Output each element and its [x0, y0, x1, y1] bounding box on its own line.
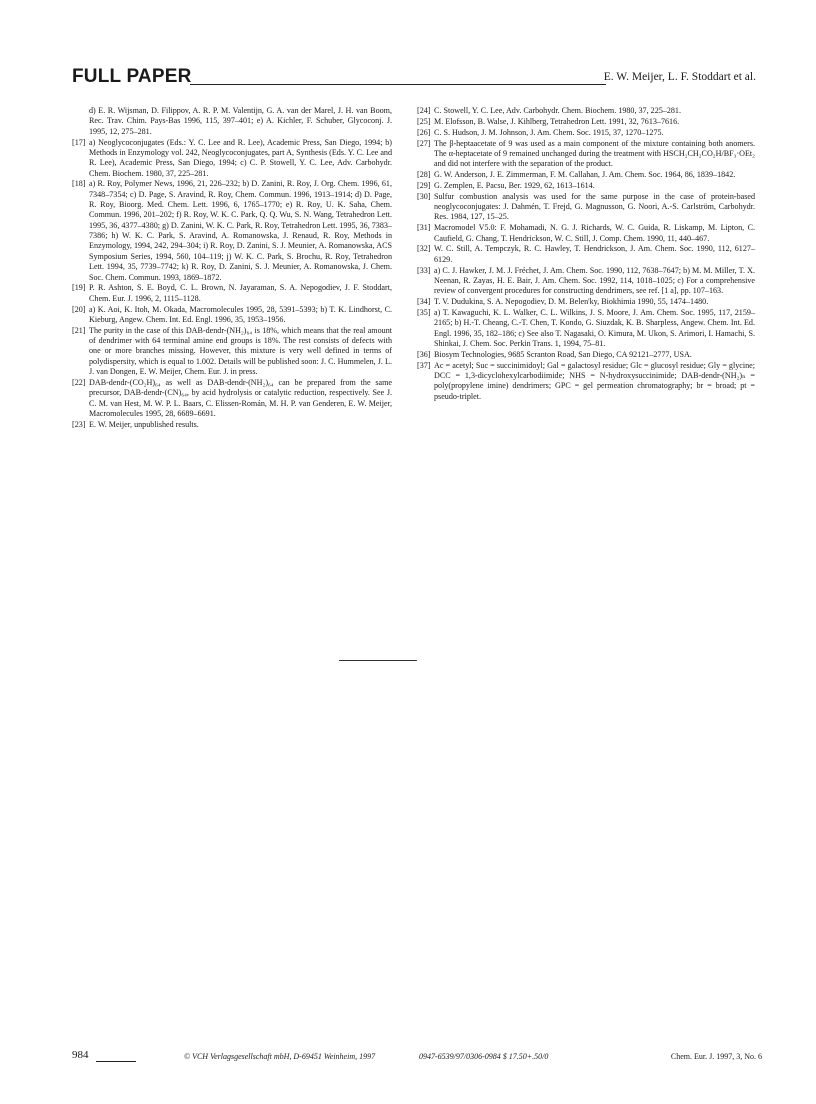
footer-rule [96, 1061, 136, 1062]
page-footer [72, 1051, 762, 1065]
reference-number: [22] [72, 377, 86, 387]
reference-number: [29] [417, 180, 431, 190]
reference-text: a) Neoglycoconjugates (Eds.: Y. C. Lee and R. Lee), Academic Press, San Diego, 1994; b) Methods in Enzymology vol. 242, Neoglycoconjugates, part A, Synthesis (Eds. Y. C. Lee and R. Lee), Academic Press, San Diego, 1994; c) C. P. Stowell, Y. C. Lee, Adv. Carbohydr. Chem. Biochem. 1980, 37, 225–281. [89, 137, 392, 178]
reference-item [72, 420, 392, 430]
publisher-line: © VCH Verlagsgesellschaft mbH, D-69451 Weinheim, 1997 [184, 1052, 376, 1061]
reference-item [417, 106, 755, 116]
reference-number: [34] [417, 297, 431, 307]
reference-number: [36] [417, 349, 431, 359]
reference-item [417, 350, 755, 360]
reference-number: [32] [417, 244, 431, 254]
reference-number: [24] [417, 106, 431, 115]
end-of-article-rule [339, 660, 417, 661]
reference-number: [19] [72, 283, 86, 293]
reference-text: G. Zemplen, E. Pacsu, Ber. 1929, 62, 1613–1614. [434, 180, 595, 190]
reference-item [417, 181, 755, 191]
reference-item [72, 326, 392, 378]
reference-text: G. W. Anderson, J. E. Zimmerman, F. M. Callahan, J. Am. Chem. Soc. 1964, 86, 1839–1842. [434, 170, 736, 180]
reference-text: a) T. Kawaguchi, K. L. Walker, C. L. Wilkins, J. S. Moore, J. Am. Chem. Soc. 1995, 117, 2159–2165; b) H.-T. Cheang, C.-T. Chen, T. Kondo, G. Siuzdak, K. B. Sharpless, Angew. Chem. Int. Ed. Engl. 1996, 35, 182–186; c) See also T. Nagasaki, O. Kimura, M. Ukon, S. Arimori, I. Hamachi, S. Shinkai, J. Chem. Soc. Perkin Trans. 1, 1994, 75–81. [434, 308, 755, 349]
article-code: 0947-6539/97/0306-0984 $ 17.50+.50/0 [419, 1052, 549, 1061]
reference-text: d) E. R. Wijsman, D. Filippov, A. R. P. M. Valentijn, G. A. van der Marel, J. H. van Boom, Rec. Trav. Chim. Pays-Bas 1996, 115, 397–401; e) A. Kichler, F. Schuber, Glycoconj. J. 1995, 12, 275–281. [89, 106, 392, 136]
header-rule [190, 84, 606, 85]
reference-item [417, 117, 755, 127]
reference-item [417, 170, 755, 180]
reference-number: [25] [417, 116, 431, 126]
reference-text: The β-heptaacetate of 9 was used as a main component of the mixture containing both anomers. The α-heptacetate of 9 remained unchanged during the treatment with HSCH₂CH₂CO₂H/BF₃·OEt₂ and did not interfere with the separation of the product. [434, 138, 755, 169]
reference-item [72, 106, 392, 137]
reference-number: [33] [417, 265, 431, 275]
reference-item [417, 192, 755, 223]
reference-item [417, 308, 755, 349]
reference-text: T. V. Dudukina, S. A. Nepogodiev, D. M. Belen'ky, Biokhimia 1990, 55, 1474–1480. [434, 297, 709, 307]
reference-number: [30] [417, 191, 431, 201]
references-right-column [417, 106, 755, 403]
reference-item [417, 128, 755, 138]
page-number: 984 [72, 1049, 89, 1061]
reference-text: a) K. Aoi, K. Itoh, M. Okada, Macromolecules 1995, 28, 5391–5393; b) T. K. Lindhorst, C. Kieburg, Angew. Chem. Int. Ed. Engl. 1996, 35, 1953–1956. [89, 304, 392, 324]
reference-number: [28] [417, 170, 431, 180]
reference-number: [17] [72, 137, 86, 147]
running-head-authors: E. W. Meijer, L. F. Stoddart et al. [603, 71, 756, 83]
reference-text: a) R. Roy, Polymer News, 1996, 21, 226–232; b) D. Zanini, R. Roy, J. Org. Chem. 1996, 61, 7348–7354; c) D. Page, S. Aravind, R. Roy, Chem. Commun. 1996, 1913–1914; d) D. Page, R. Roy, Bioorg. Med. Chem. Lett. 1996, 6, 1765–1770; e) R. Roy, U. K. Saha, Chem. Commun. 1996, 201–202; f) R. Roy, W. K. C. Park, Q. Q. Wu, S. N. Wang, Tetrahedron Lett. 1995, 36, 4377–4380; g) D. Zanini, W. K. C. Park, R. Roy, Tetrahedron Lett. 1995, 36, 7383–7386; h) W. K. C. Park, S. Aravind, A. Romanowska, J. Renaud, R. Roy, Methods in Enzymology, 1994, 242, 294–304; i) R. Roy, D. Zanini, S. J. Meunier, A. Romanowska, ACS Symposium Series, 1994, 560, 104–119; j) W. K. C. Park, S. Brochu, R. Roy, Tetrahedron Lett. 1994, 35, 7739–7742; k) R. Roy, D. Zanini, S. J. Meunier, A. Romanowska, J. Chem. Soc. Chem. Commun. 1993, 1869–1872. [89, 179, 392, 282]
journal-citation: Chem. Eur. J. 1997, 3, No. 6 [670, 1052, 762, 1061]
reference-text: Sulfur combustion analysis was used for the same purpose in the case of protein-based neoglycoconjugates: J. Dahmén, T. Frejd, G. Magnusson, G. Noori, A.-S. Carlström, Carbohydr. Res. 1984, 127, 15–25. [434, 191, 755, 222]
page-header [72, 66, 756, 88]
reference-item [417, 361, 755, 402]
reference-text: DAB-dendr-(CO₂H)₆₄ as well as DAB-dendr-(NH₂)₆₄ can be prepared from the same precursor, DAB-dendr-(CN)₆₄, by acid hydrolysis or catalytic reduction, respectively. See J. C. M. van Hest, M. W. P. L. Baars, C. Elissen-Román, M. H. P. van Genderen, E. W. Meijer, Macromolecules 1995, 28, 6689–6691. [89, 377, 392, 418]
reference-text: Macromodel V5.0: F. Mohamadi, N. G. J. Richards, W. C. Guida, R. Liskamp, M. Lipton, C. Caufield, G. Chang, T. Hendrickson, W. C. Still, J. Comp. Chem. 1990, 11, 440–467. [434, 223, 755, 243]
reference-text: W. C. Still, A. Tempczyk, R. C. Hawley, T. Hendrickson, J. Am. Chem. Soc. 1990, 112, 6127–6129. [434, 244, 755, 264]
reference-item [72, 305, 392, 326]
reference-text: M. Elofsson, B. Walse, J. Kihlberg, Tetrahedron Lett. 1991, 32, 7613–7616. [434, 116, 680, 126]
reference-text: E. W. Meijer, unpublished results. [89, 419, 199, 429]
reference-item [417, 139, 755, 170]
reference-text: C. Stowell, Y. C. Lee, Adv. Carbohydr. Chem. Biochem. 1980, 37, 225–281. [434, 106, 681, 115]
reference-number: [31] [417, 223, 431, 233]
reference-text: Ac = acetyl; Suc = succinimidoyl; Gal = galactosyl residue; Glc = glucosyl residue; Gly = glycine; DCC = 1,3-dicyclohexylcarbodiimide; NHS = N-hydroxysuccinimide; DAB-dendr-(NH₂)ₙ = poly(propylene imine) dendrimers; GPC = gel permeation chromatography; br = broad; pt = pseudo-triplet. [434, 360, 755, 401]
reference-number: [20] [72, 304, 86, 314]
reference-text: C. S. Hudson, J. M. Johnson, J. Am. Chem. Soc. 1915, 37, 1270–1275. [434, 127, 664, 137]
reference-text: P. R. Ashton, S. E. Boyd, C. L. Brown, N. Jayaraman, S. A. Nepogodiev, J. F. Stoddart, Chem. Eur. J. 1996, 2, 1115–1128. [89, 283, 392, 303]
references-left-column [72, 106, 392, 431]
reference-item [417, 266, 755, 297]
reference-item [72, 378, 392, 419]
reference-number: [23] [72, 419, 86, 429]
reference-text: Biosym Technologies, 9685 Scranton Road, San Diego, CA 92121–2777, USA. [434, 349, 692, 359]
reference-item [72, 179, 392, 282]
reference-item [417, 223, 755, 244]
section-label: FULL PAPER [72, 66, 192, 87]
reference-text: The purity in the case of this DAB-dendr-(NH₂)₆₄ is 18%, which means that the real amount of dendrimer with 64 terminal amine end groups is 18%. The rest consists of defects with one or more branches missing. However, this mixture is very well defined in terms of polydispersity, which is equal to 1.002. Details will be published soon: J. C. Hummelen, J. L. J. van Dongen, E. W. Meijer, Chem. Eur. J. in press. [89, 325, 392, 377]
reference-item [417, 244, 755, 265]
reference-item [417, 297, 755, 307]
reference-number: [26] [417, 127, 431, 137]
reference-number: [27] [417, 138, 431, 148]
reference-item [72, 283, 392, 304]
reference-number: [21] [72, 325, 86, 335]
reference-text: a) C. J. Hawker, J. M. J. Fréchet, J. Am. Chem. Soc. 1990, 112, 7638–7647; b) M. M. Miller, T. X. Neenan, R. Zayas, H. E. Bair, J. Am. Chem. Soc. 1992, 114, 1018–1025; c) For a comprehensive review of convergent procedures for constructing dendrimers, see ref. [1 a], pp. 107–163. [434, 265, 755, 296]
reference-number: [18] [72, 179, 86, 189]
reference-item [72, 138, 392, 179]
reference-number: [37] [417, 360, 431, 370]
reference-number: [35] [417, 308, 431, 318]
